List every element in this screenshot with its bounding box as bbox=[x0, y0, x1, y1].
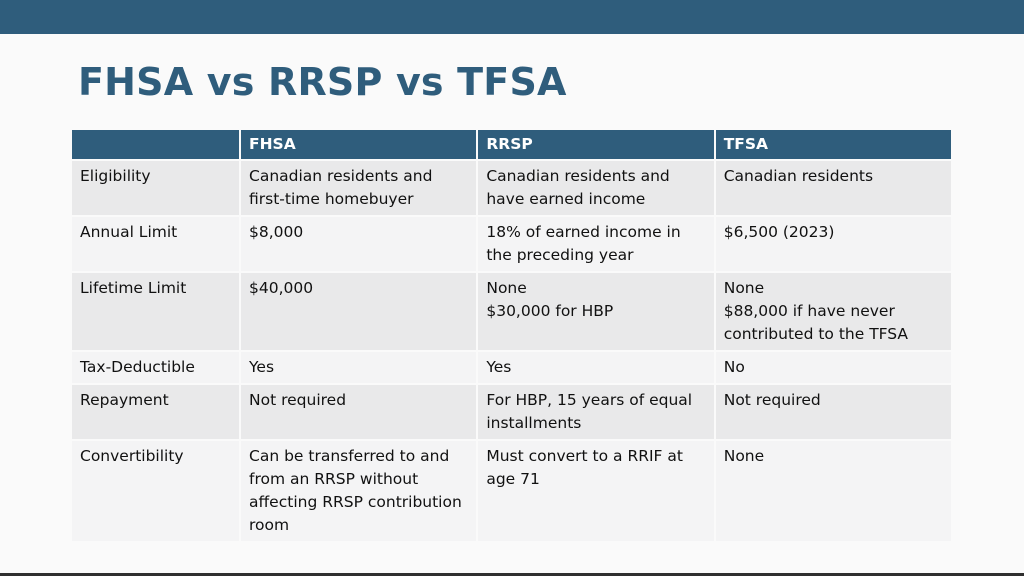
header-tfsa: TFSA bbox=[716, 130, 951, 159]
cell-line: 18% of earned income in bbox=[486, 223, 681, 241]
cell-line: affecting RRSP contribution bbox=[249, 493, 462, 511]
cell-line: Canadian residents and bbox=[249, 167, 433, 185]
table-body bbox=[72, 161, 951, 541]
cell-line: $40,000 bbox=[249, 279, 314, 297]
cell-line: from an RRSP without bbox=[249, 470, 419, 488]
row-label: Eligibility bbox=[72, 161, 239, 215]
cell-line: None bbox=[723, 279, 765, 297]
comparison-table bbox=[70, 128, 953, 543]
cell-line: For HBP, 15 years of equal bbox=[486, 391, 693, 409]
slide-title: FHSA vs RRSP vs TFSA bbox=[78, 60, 567, 104]
cell-tfsa bbox=[716, 441, 951, 541]
cell-line: None bbox=[723, 447, 765, 465]
cell-fhsa bbox=[241, 217, 476, 271]
cell-line: Yes bbox=[249, 358, 275, 376]
table-row-convertibility bbox=[72, 441, 951, 541]
cell-rrsp bbox=[478, 273, 713, 350]
cell-line: Must convert to a RRIF at bbox=[486, 447, 683, 465]
table-row-tax-deductible bbox=[72, 352, 951, 383]
table-row-eligibility bbox=[72, 161, 951, 215]
cell-line: No bbox=[723, 358, 745, 376]
cell-line: Not required bbox=[723, 391, 821, 409]
cell-fhsa bbox=[241, 385, 476, 439]
cell-line: the preceding year bbox=[486, 246, 634, 264]
cell-line: $8,000 bbox=[249, 223, 304, 241]
cell-fhsa bbox=[241, 441, 476, 541]
cell-tfsa bbox=[716, 273, 951, 350]
cell-fhsa bbox=[241, 161, 476, 215]
cell-line: room bbox=[249, 516, 290, 534]
cell-line: contributed to the TFSA bbox=[723, 325, 909, 343]
table-row-lifetime-limit bbox=[72, 273, 951, 350]
cell-line: Not required bbox=[249, 391, 347, 409]
cell-fhsa bbox=[241, 273, 476, 350]
top-banner bbox=[0, 0, 1024, 34]
row-label: Tax-Deductible bbox=[72, 352, 239, 383]
row-label: Lifetime Limit bbox=[72, 273, 239, 350]
cell-line: have earned income bbox=[486, 190, 646, 208]
cell-line: Canadian residents and bbox=[486, 167, 670, 185]
cell-rrsp bbox=[478, 217, 713, 271]
cell-rrsp bbox=[478, 161, 713, 215]
table-row-repayment bbox=[72, 385, 951, 439]
cell-tfsa bbox=[716, 217, 951, 271]
cell-line: None bbox=[486, 279, 527, 297]
table-row-annual-limit bbox=[72, 217, 951, 271]
cell-line: $30,000 for HBP bbox=[486, 302, 614, 320]
cell-tfsa bbox=[716, 161, 951, 215]
cell-line: $6,500 (2023) bbox=[723, 223, 835, 241]
cell-rrsp bbox=[478, 441, 713, 541]
cell-fhsa bbox=[241, 352, 476, 383]
cell-rrsp bbox=[478, 385, 713, 439]
row-label: Annual Limit bbox=[72, 217, 239, 271]
header-fhsa: FHSA bbox=[241, 130, 476, 159]
cell-tfsa bbox=[716, 385, 951, 439]
cell-line: age 71 bbox=[486, 470, 540, 488]
header-rrsp: RRSP bbox=[478, 130, 713, 159]
cell-line: first-time homebuyer bbox=[249, 190, 414, 208]
cell-line: Can be transferred to and bbox=[249, 447, 450, 465]
cell-line: installments bbox=[486, 414, 582, 432]
cell-line: $88,000 if have never bbox=[723, 302, 895, 320]
header-label bbox=[72, 130, 239, 159]
row-label: Convertibility bbox=[72, 441, 239, 541]
cell-tfsa bbox=[716, 352, 951, 383]
cell-line: Canadian residents bbox=[723, 167, 874, 185]
table-header-row bbox=[72, 130, 951, 159]
row-label: Repayment bbox=[72, 385, 239, 439]
cell-rrsp bbox=[478, 352, 713, 383]
cell-line: Yes bbox=[486, 358, 512, 376]
